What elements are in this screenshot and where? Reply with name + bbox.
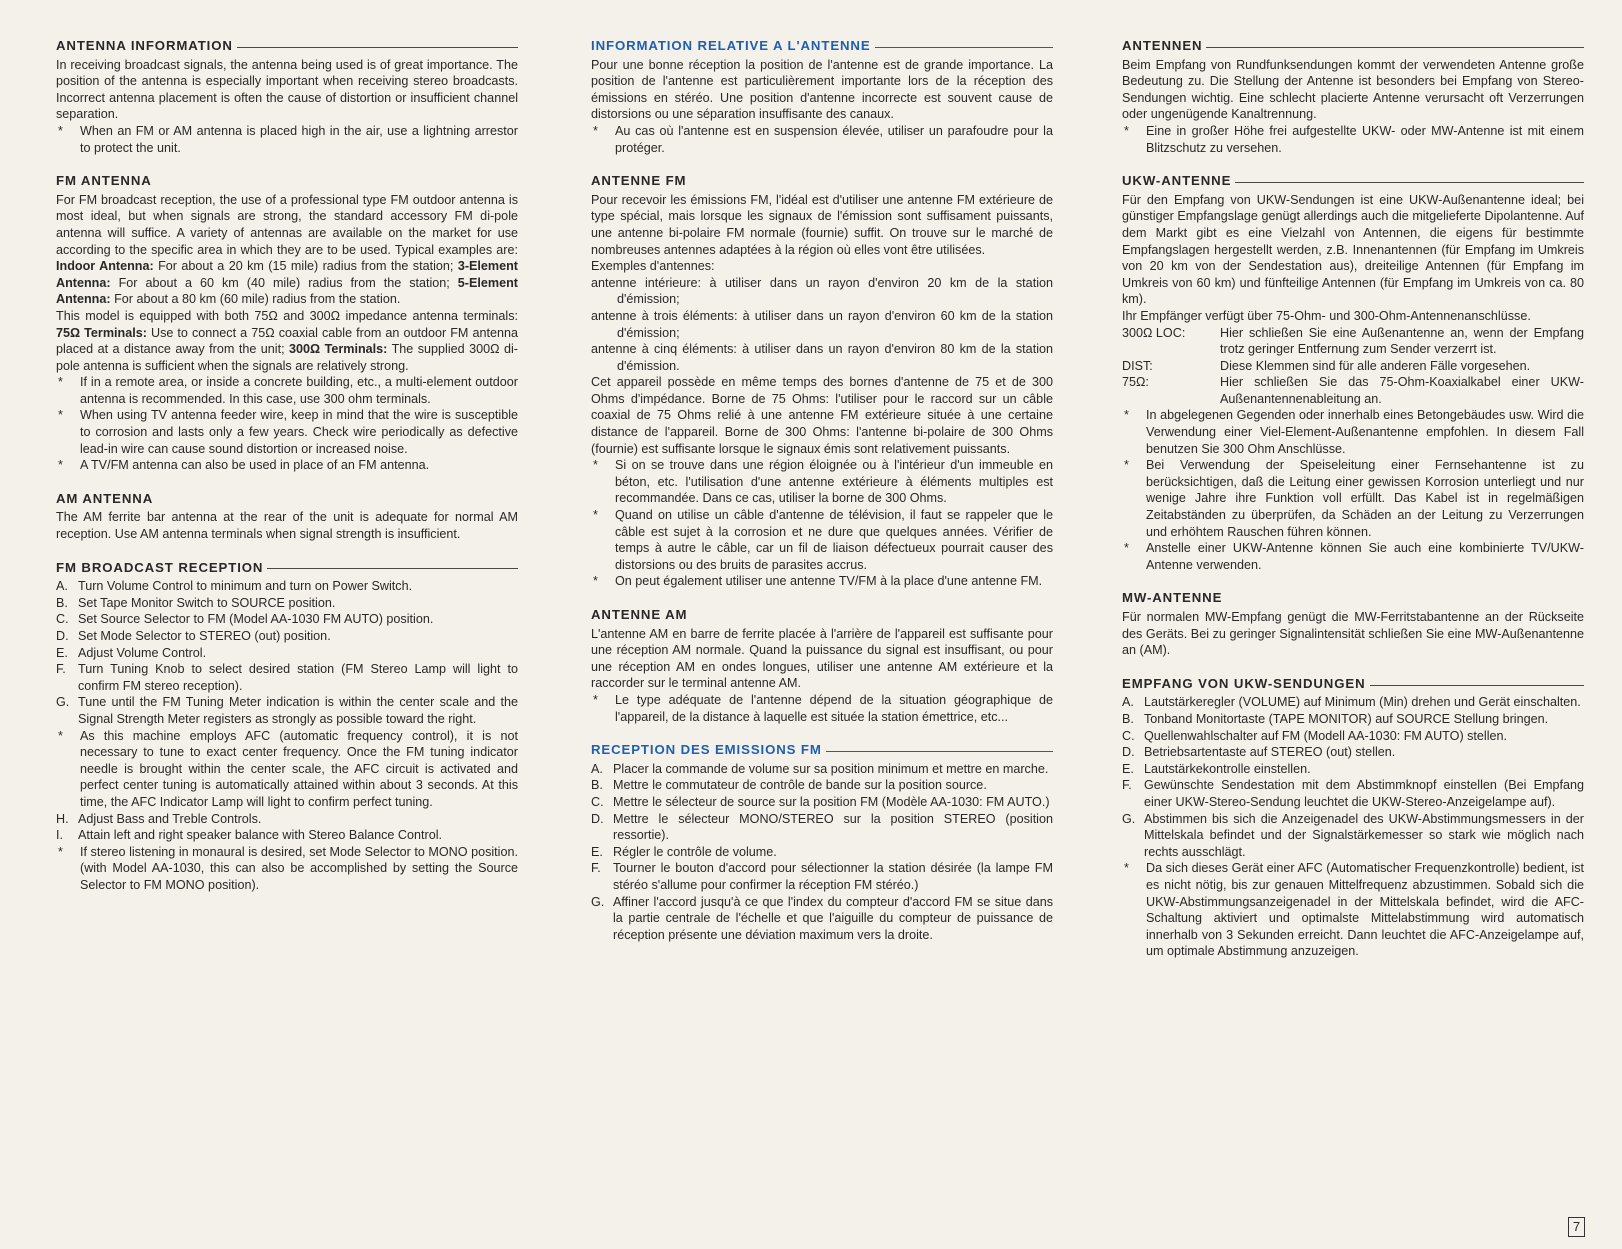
step-item: B. Set Tape Monitor Switch to SOURCE position. [56, 595, 336, 610]
section-heading: ANTENNE AM [591, 607, 688, 622]
bullet-note: * Quand on utilise un câble d'antenne de télévision, il faut se rappeler que le câble est sujet à la corrosion et ne dure que quelques années. Vérifier de temps à autre le câble, car un fil de liaison défectueux pourrait causer des distorsions ou des bruits de parasites accrus. [591, 507, 1053, 573]
paragraph: Für den Empfang von UKW-Sendungen ist eine UKW-Außenantenne ideal; bei günstiger Empfangslage genügt allerdings auch die mitgelieferte Dipolantenne. Auf dem Markt gibt es eine Vielzahl von Antennen, die eigens für bestimmte Empfangslagen hergestellt werden, z.B. Innenantennen (für Empfang im Umkreis von 20 km von der Sendestation aus), dreiteilige Antennen (für Empfang im Umkreis von 60 km) und fünfteilige Antennen (für Empfang im Umkreis von ca. 80 km). [1122, 192, 1584, 307]
fm-broadcast-reception-section [56, 560, 518, 894]
antenne-fm-section [591, 173, 1053, 590]
section-heading: AM ANTENNA [56, 490, 154, 506]
step-item: C. Mettre le sélecteur de source sur la position FM (Modèle AA-1030: FM AUTO.) [591, 794, 1050, 809]
paragraph: Beim Empfang von Rundfunksendungen kommt der verwendeten Antenne große Bedeutung zu. Die Stellung der Antenne ist besonders bei Empfang von Stereo-Sendungen wichtig. Eine schlecht placierte Antenne verursacht oft Verzerrungen oder ungenügende Kanaltrennung. [1122, 57, 1584, 122]
antennen-section [1122, 38, 1584, 156]
section-heading: MW-ANTENNE [1122, 590, 1223, 606]
bullet-note: * A TV/FM antenna can also be used in place of an FM antenna. [56, 457, 518, 474]
step-item: G. Abstimmen bis sich die Anzeigenadel des UKW-Abstimmungsmessers in der Mittelskala befindet und der Signalstärkemesser so stark wie möglich nach rechts ausschlägt. [1122, 811, 1584, 859]
paragraph: Für normalen MW-Empfang genügt die MW-Ferritstabantenne an der Rückseite des Geräts. Bei zu geringer Signalintensität schließen Sie eine MW-Außenantenne an (AM). [1122, 610, 1584, 658]
bullet-note: * Si on se trouve dans une région éloignée ou à l'intérieur d'un immeuble en béton, etc. l'utilisation d'une antenne extérieure à éléments multiples est recommandée. Dans ce cas, utiliser la borne de 300 Ohms. [591, 457, 1053, 507]
information-antenne-section [591, 38, 1053, 156]
bullet-note: * Eine in großer Höhe frei aufgestellte UKW- oder MW-Antenne ist mit einem Blitzschutz zu versehen. [1122, 123, 1584, 156]
bullet-note: * Le type adéquate de l'antenne dépend de la situation géographique de l'appareil, de la distance à laquelle est située la station émettrice, etc... [591, 692, 1053, 725]
heading-rule [1370, 685, 1585, 686]
step-item: C. Set Source Selector to FM (Model AA-1030 FM AUTO) position. [56, 612, 434, 627]
step-item: A. Turn Volume Control to minimum and turn on Power Switch. [56, 579, 413, 594]
heading-rule [875, 47, 1053, 48]
section-heading: RECEPTION DES EMISSIONS FM [591, 742, 1053, 759]
step-item: A. Placer la commande de volume sur sa position minimum et mettre en marche. [591, 761, 1049, 776]
german-column [1122, 38, 1584, 977]
bullet-note: * Anstelle einer UKW-Antenne können Sie auch eine kombinierte TV/UKW-Antenne verwenden. [1122, 540, 1584, 573]
terminal-row: DIST: Diese Klemmen sind für alle anderen Fälle vorgesehen. [1122, 358, 1531, 373]
section-heading: EMPFANG VON UKW-SENDUNGEN [1122, 676, 1584, 693]
step-item: D. Betriebsartentaste auf STEREO (out) stellen. [1122, 745, 1396, 760]
paragraph: Ihr Empfänger verfügt über 75-Ohm- und 300-Ohm-Antennenanschlüsse. [1122, 308, 1531, 323]
step-item: G. Affiner l'accord jusqu'à ce que l'index du compteur d'accord FM se situe dans la partie centrale de l'échelle et que l'aiguille du compteur de puissance de réception présente une déviation maximum vers la droite. [591, 894, 1053, 942]
bullet-note: * When an FM or AM antenna is placed high in the air, use a lightning arrestor to protect the unit. [56, 123, 518, 156]
bullet-note: * If in a remote area, or inside a concrete building, etc., a multi-element outdoor antenna is recommended. In this case, use 300 ohm terminals. [56, 374, 518, 407]
step-item: E. Régler le contrôle de volume. [591, 844, 777, 859]
bullet-note: * Bei Verwendung der Speiseleitung einer Fernsehantenne ist zu berücksichtigen, daß die Leitung einer gewissen Korrosion unterliegt und nur wenige Jahre ihre Funktion voll erfüllt. Das Kabel ist in regelmäßigen Zeitabständen zu überprüfen, da Schäden an der Leitung zu Verzerrungen und erhöhtem Rauschen führen können. [1122, 457, 1584, 540]
step-item: D. Set Mode Selector to STEREO (out) position. [56, 629, 331, 643]
heading-rule [1235, 182, 1584, 183]
mw-antenne-section [1122, 590, 1584, 658]
section-heading: UKW-ANTENNE [1122, 173, 1584, 190]
bullet-note: * In abgelegenen Gegenden oder innerhalb eines Betongebäudes usw. Wird die Verwendung einer Viel-Element-Außenantenne empfohlen. In diesem Fall benutzen Sie 300 Ohm Anschlüsse. [1122, 407, 1584, 457]
step-item: I. Attain left and right speaker balance with Stereo Balance Control. [56, 828, 443, 843]
bullet-note: * If stereo listening in monaural is desired, set Mode Selector to MONO position. (with Model AA-1030, this can also be accomplished by setting the Source Selector to FM MONO position). [56, 844, 518, 894]
paragraph: Exemples d'antennes: [591, 259, 715, 274]
heading-rule [1206, 47, 1584, 48]
section-heading: ANTENNA INFORMATION [56, 38, 518, 55]
bullet-note: * As this machine employs AFC (automatic frequency control), it is not necessary to tune to exact center frequency. Once the FM tuning indicator needle is brought within the center scale, the AFC circuit is activated and perfect center tuning is automatically attained within about 3 seconds. At this time, the AFC Indicator Lamp will light to confirm perfect tuning. [56, 728, 518, 811]
step-item: H. Adjust Bass and Treble Controls. [56, 811, 262, 826]
bullet-note: * When using TV antenna feeder wire, keep in mind that the wire is susceptible to corrosion and lasts only a few years. Check wire periodically as defective lead-in wire can cause sound distortion or increased noise. [56, 407, 518, 457]
step-item: G. Tune until the FM Tuning Meter indication is within the center scale and the Signal Strength Meter registers as strongly as possible toward the right. [56, 695, 518, 726]
antenne-am-section [591, 607, 1053, 725]
step-item: F. Gewünschte Sendestation mit dem Abstimmknopf einstellen (Bei Empfang einer UKW-Stereo-Sendung leuchtet die UKW-Stereo-Anzeigelampe auf). [1122, 778, 1584, 809]
example-line: antenne à cinq éléments: à utiliser dans un rayon d'environ 80 km de la station d'émission. [591, 342, 1053, 373]
terminal-row: 300Ω LOC: Hier schließen Sie eine Außenantenne an, wenn der Empfang trotz geringer Entfernung zum Sender verzerrt ist. [1122, 325, 1584, 357]
section-heading: INFORMATION RELATIVE A L'ANTENNE [591, 38, 1053, 55]
heading-rule [826, 751, 1053, 752]
section-heading: ANTENNE FM [591, 173, 687, 189]
paragraph: L'antenne AM en barre de ferrite placée à l'arrière de l'appareil est suffisante pour une réception AM normale. Quand la puissance du signal est insuffisant, ou pour une réception AM en ondes longues, utiliser une antenne AM extérieure et la raccorder sur le terminal antenne AM. [591, 626, 1053, 691]
antenna-information-section [56, 38, 518, 156]
step-item: F. Turn Tuning Knob to select desired station (FM Stereo Lamp will light to confirm FM stereo reception). [56, 662, 518, 693]
step-list [56, 578, 518, 727]
terminal-row: 75Ω: Hier schließen Sie das 75-Ohm-Koaxialkabel einer UKW-Außenantennenableitung an. [1122, 375, 1584, 406]
example-line: antenne intérieure: à utiliser dans un rayon d'environ 20 km de la station d'émission; [591, 275, 1053, 307]
step-item: B. Mettre le commutateur de contrôle de bande sur la position source. [591, 778, 987, 793]
bullet-note: * Da sich dieses Gerät einer AFC (Automatischer Frequenzkontrolle) bedient, ist es nicht nötig, bis zur genauen Mittelfrequenz abzustimmen. Sobald sich die UKW-Abstimmungsanzeigenadel in der Mittelskala befindet, wird die AFC-Schaltung aktiviert und optimalste Mittelabstimmung wird automatisch innerhalb von 3 Sekunden erreicht. Dann leuchtet die AFC-Anzeigelampe auf, um optimale Abstimmung anzuzeigen. [1122, 860, 1584, 960]
paragraph: In receiving broadcast signals, the antenna being used is of great importance. The position of the antenna is especially important when receiving stereo broadcasts. Incorrect antenna placement is often the cause of distortion or insufficient channel separation. [56, 57, 518, 122]
reception-emissions-fm-section [591, 742, 1053, 943]
example-line: antenne à trois éléments: à utiliser dans un rayon d'environ 60 km de la station d'émission; [591, 308, 1053, 340]
paragraph: For FM broadcast reception, the use of a professional type FM outdoor antenna is most ideal, but when signals are strong, the standard accessory FM di-pole antenna will suffice. A variety of antennas are available on the market for use according to the specific area in which they are to be used. Typical examples are: Indoor Antenna: For about a 20 km (15 mile) radius from the station; 3-Element Antenna: For about a 60 km (40 mile) radius from the station; 5-Element Antenna: For about a 80 km (60 mile) radius from the station. [56, 192, 519, 307]
section-heading: ANTENNEN [1122, 38, 1584, 55]
bullet-note: * On peut également utiliser une antenne TV/FM à la place d'une antenne FM. [591, 573, 1053, 590]
page-number: 7 [1568, 1217, 1585, 1237]
am-antenna-section [56, 491, 518, 543]
paragraph: Cet appareil possède en même temps des bornes d'antenne de 75 et de 300 Ohms d'impédance. Borne de 75 Ohms: l'utiliser pour le raccord sur un câble coaxial de 75 Ohms relié à une antenne FM extérieure située à une certaine distance de l'appareil. Borne de 300 Ohms: l'antenne bi-polaire de 300 Ohms (fournie) est suffisante lorsque le signaux émis sont relativement puissants. [591, 375, 1053, 456]
step-item: D. Mettre le sélecteur MONO/STEREO sur la position STEREO (position ressortie). [591, 811, 1053, 843]
english-column [56, 38, 518, 911]
heading-rule [237, 47, 518, 48]
paragraph: This model is equipped with both 75Ω and 300Ω impedance antenna terminals: 75Ω Terminals: Use to connect a 75Ω coaxial cable from an outdoor FM antenna placed at a distance away from the unit; 300Ω Terminals: The supplied 300Ω di-pole antenna is sufficient when the signals are relatively strong. [56, 308, 518, 373]
step-item: F. Tourner le bouton d'accord pour sélectionner la station désirée (la lampe FM stéréo s'allume pour confirmer la réception FM stéréo.) [591, 861, 1053, 892]
step-item: E. Adjust Volume Control. [56, 645, 207, 660]
heading-rule [267, 568, 518, 569]
step-item: C. Quellenwahlschalter auf FM (Modell AA-1030: FM AUTO) stellen. [1122, 728, 1508, 743]
step-item: E. Lautstärkekontrolle einstellen. [1122, 761, 1311, 776]
fm-antenna-section [56, 173, 518, 474]
step-item: B. Tonband Monitortaste (TAPE MONITOR) auf SOURCE Stellung bringen. [1122, 711, 1549, 726]
bullet-note: * Au cas où l'antenne est en suspension élevée, utiliser un parafoudre pour la protéger. [591, 123, 1053, 156]
ukw-antenne-section [1122, 173, 1584, 573]
section-heading: FM ANTENNA [56, 173, 152, 189]
paragraph: Pour recevoir les émissions FM, l'idéal est d'utiliser une antenne FM extérieure de type spécial, mais lorsque les signaux de l'émission sont suffisament puissants, une antenne bi-polaire FM normale (fournie) suffit. On trouve sur le marché de nombreuses antennes adaptées à la région où elles vont être utilisées. [591, 192, 1053, 257]
empfang-ukw-section [1122, 676, 1584, 960]
paragraph: The AM ferrite bar antenna at the rear of the unit is adequate for normal AM reception. Use AM antenna terminals when signal strength is insufficient. [56, 510, 518, 542]
step-item: A. Lautstärkeregler (VOLUME) auf Minimum (Min) drehen und Gerät einschalten. [1122, 695, 1581, 710]
paragraph: Pour une bonne réception la position de l'antenne est de grande importance. La position de l'antenne est particulièrement importante lors de la réception des émissions en stéréo. Une position d'antenne incorrecte est souvent cause de distorsions ou une séparation insuffisante des canaux. [591, 57, 1053, 122]
french-column [591, 38, 1053, 960]
section-heading: FM BROADCAST RECEPTION [56, 560, 518, 577]
